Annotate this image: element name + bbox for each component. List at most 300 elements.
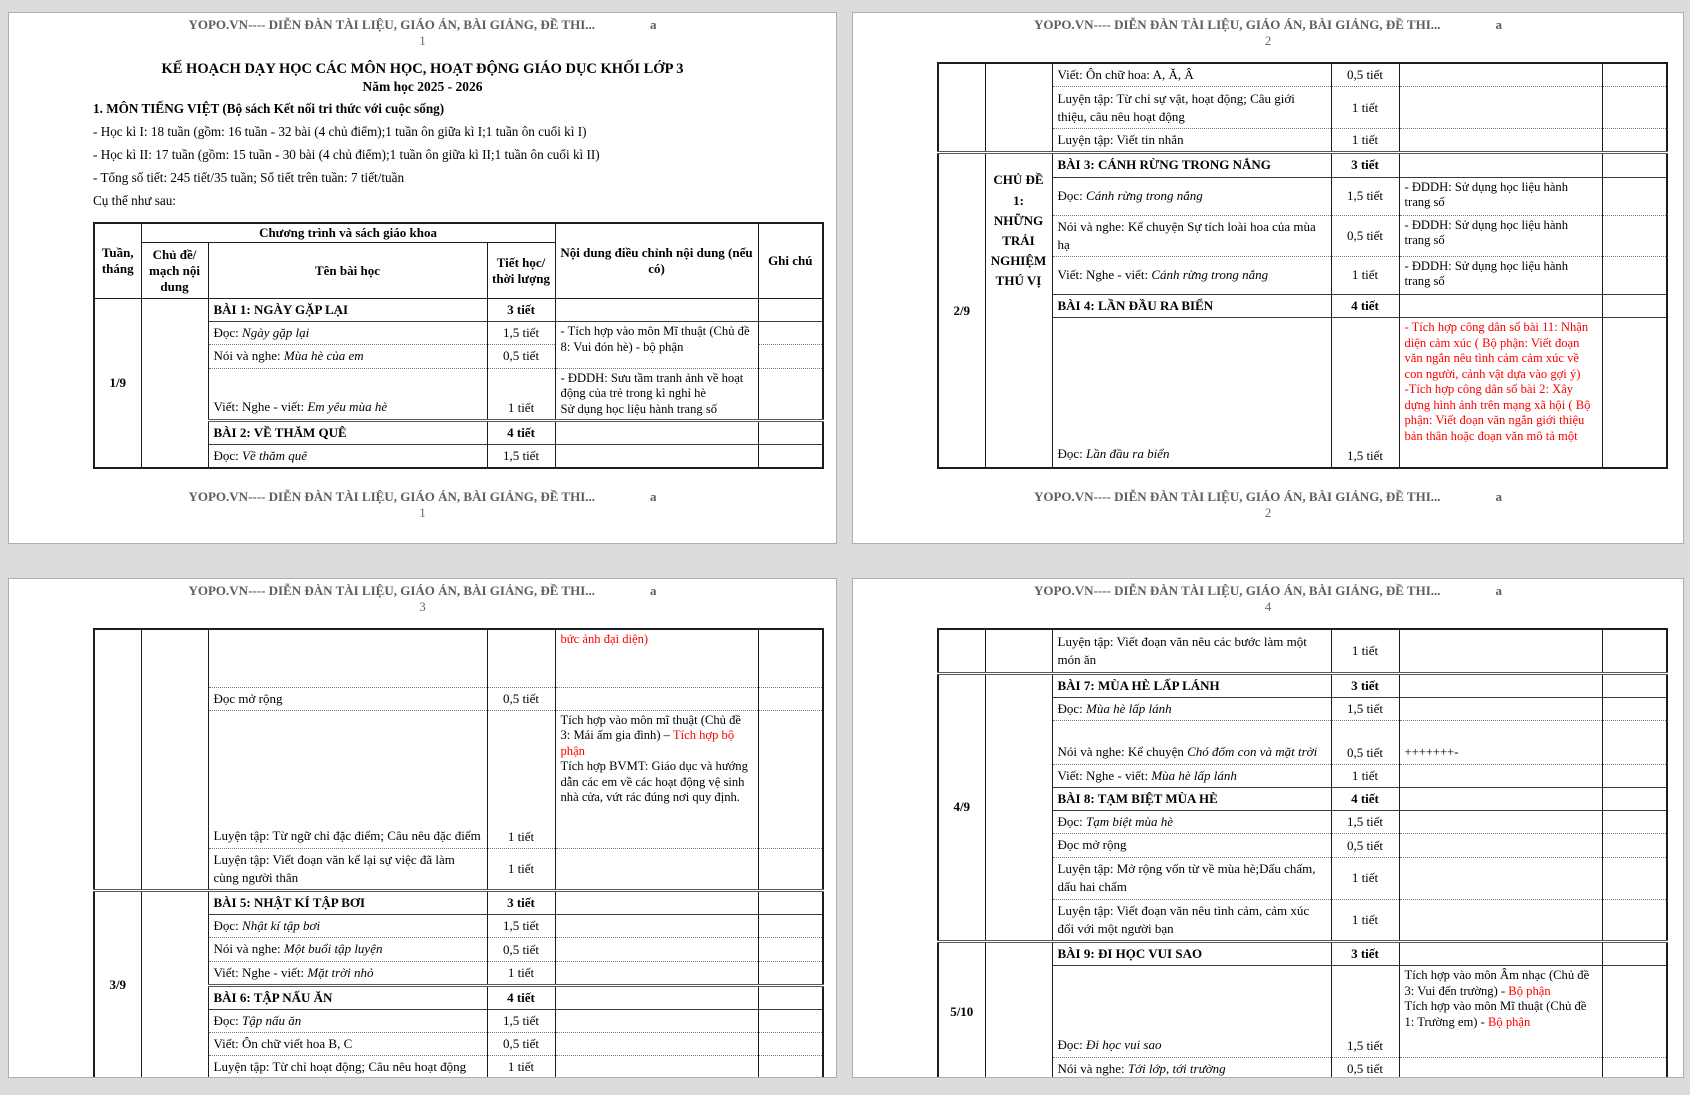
text-segment: Tích hợp vào môn Âm nhạc (Chủ đề 3: Vui đến trường) - xyxy=(1404,968,1590,998)
theme-cell xyxy=(141,629,208,891)
ghichu-cell xyxy=(1602,764,1667,787)
week-cell xyxy=(94,629,141,891)
document-subtitle: Năm học 2025 - 2026 xyxy=(362,79,483,94)
duration-cell: 0,5 tiết xyxy=(1331,63,1399,87)
table-row xyxy=(94,299,823,322)
lesson-cell xyxy=(1052,942,1331,966)
text-segment: Đọc: xyxy=(1057,446,1087,462)
note-paragraph xyxy=(561,632,753,648)
text-segment: Một buổi tập luyện xyxy=(283,941,383,957)
table-row xyxy=(938,942,1667,966)
text-segment: - ĐDDH: Sử dụng học liệu hành trang số xyxy=(1404,179,1569,210)
lesson-cell xyxy=(208,445,487,469)
note-paragraph xyxy=(1405,382,1597,444)
duration-cell: 1,5 tiết xyxy=(1331,811,1399,834)
note-cell xyxy=(1399,629,1602,673)
ghichu-cell xyxy=(1602,1058,1667,1078)
header-text: YOPO.VN---- DIỄN ĐÀN TÀI LIỆU, GIÁO ÁN, BÀI GIẢNG, ĐỀ THI... xyxy=(188,17,596,32)
lesson-cell xyxy=(208,1033,487,1056)
note-cell xyxy=(1399,256,1602,294)
duration-cell: 1 tiết xyxy=(487,961,555,985)
ghichu-cell xyxy=(758,710,823,848)
note-cell xyxy=(1399,318,1602,468)
note-cell xyxy=(1399,764,1602,787)
adjustment-red-text: - Tích hợp công dân số bài 11: Nhận diện cảm xúc ( Bộ phận: Viết đoạn văn ngắn nêu tình cảm cảm xúc về con người, cảnh vật dựa vào gợi ý) xyxy=(1404,320,1589,381)
duration-cell: 1 tiết xyxy=(1331,764,1399,787)
text-segment: Tạm biệt mùa hè xyxy=(1086,814,1174,830)
theme-cell xyxy=(985,629,1052,673)
page-number: 3 xyxy=(419,599,426,614)
lesson-cell xyxy=(208,299,487,322)
text-segment: - ĐDDH: Sử dụng học liệu hành trang số xyxy=(1404,217,1569,248)
ghichu-cell xyxy=(1602,720,1667,764)
text-segment: BÀI 2: VỀ THĂM QUÊ xyxy=(213,425,347,441)
lesson-cell xyxy=(1052,318,1331,468)
adjustment-red-text: -Tích hợp công dân số bài 2: Xây dựng hình ảnh trên mạng xã hội ( Bộ phận: Viết đoạn văn ngắn giới thiệu bản thân hoặc đoạn văn mô tả một xyxy=(1404,382,1591,443)
text-segment: - ĐDDH: Sưu tầm tranh ảnh về hoạt động của trẻ trong kì nghỉ hè xyxy=(560,370,744,401)
text-segment: Lần đầu ra biển xyxy=(1086,446,1170,462)
duration-cell: 0,5 tiết xyxy=(1331,720,1399,764)
note-cell xyxy=(1399,153,1602,177)
duration-cell: 1,5 tiết xyxy=(1331,318,1399,468)
text-segment: Sử dụng học liệu hành trang số xyxy=(560,401,718,416)
ghichu-cell xyxy=(758,299,823,322)
ghichu-cell xyxy=(1602,215,1667,256)
note-paragraph xyxy=(1405,968,1597,999)
ghichu-cell xyxy=(758,1010,823,1033)
text-segment: +++++++- xyxy=(1404,745,1459,760)
text-segment: Đọc: xyxy=(213,918,243,934)
text-segment: Đọc: xyxy=(213,325,243,341)
text-segment: Ngày gặp lại xyxy=(242,325,310,341)
ghichu-cell xyxy=(758,368,823,421)
lesson-cell xyxy=(1052,811,1331,834)
note-cell xyxy=(555,1010,758,1033)
ghichu-cell xyxy=(1602,834,1667,857)
text-segment: Mùa hè của em xyxy=(283,348,364,364)
note-paragraph xyxy=(561,324,753,355)
ghichu-cell xyxy=(1602,87,1667,129)
note-cell xyxy=(555,1033,758,1056)
lesson-cell xyxy=(1052,720,1331,764)
note-cell xyxy=(555,299,758,322)
col-week-header: Tuần, tháng xyxy=(94,223,141,299)
duration-cell: 1,5 tiết xyxy=(487,445,555,469)
intro-line: 1. MÔN TIẾNG VIỆT (Bộ sách Kết nối tri thức với cuộc sống) xyxy=(93,101,445,116)
footer-text-line xyxy=(9,489,836,505)
duration-cell: 1,5 tiết xyxy=(1331,697,1399,720)
text-segment: Luyện tập: Viết đoạn văn nêu tình cảm, cảm xúc đối với một người bạn xyxy=(1057,902,1310,936)
text-segment: BÀI 4: LẦN ĐẦU RA BIỂN xyxy=(1057,297,1214,313)
note-cell xyxy=(555,421,758,445)
note-paragraph xyxy=(1405,259,1597,290)
duration-cell: 0,5 tiết xyxy=(487,687,555,710)
text-segment: Nói và nghe: Kể chuyện xyxy=(1057,743,1188,759)
lesson-cell xyxy=(1052,1058,1331,1078)
ghichu-cell xyxy=(1602,153,1667,177)
week-cell: 1/9 xyxy=(94,299,141,469)
text-segment: Viết: Nghe - viết: xyxy=(213,964,308,980)
note-paragraph xyxy=(561,371,753,402)
page-number: 2 xyxy=(1264,33,1272,48)
note-cell xyxy=(1399,294,1602,317)
lesson-cell xyxy=(208,368,487,421)
text-segment: Nói và nghe: xyxy=(213,941,284,957)
text-segment: Cánh rừng trong nắng xyxy=(1151,267,1269,283)
text-segment: Luyện tập: Viết tin nhắn xyxy=(1057,132,1184,148)
note-cell xyxy=(555,915,758,938)
ghichu-cell xyxy=(758,985,823,1009)
text-segment: Luyện tập: Viết đoạn văn kể lại sự việc đã làm cùng người thân xyxy=(213,851,455,885)
text-segment: Luyện tập: Từ chỉ sự vật, hoạt động; Câu giới thiệu, câu nêu hoạt động xyxy=(1057,90,1295,124)
text-segment: Đọc: xyxy=(1057,1037,1087,1052)
theme-cell: CHỦ ĐỀ 1: NHỮNG TRẢI NGHIỆM THÚ VỊ xyxy=(985,153,1052,468)
duration-cell: 0,5 tiết xyxy=(1331,1058,1399,1078)
lesson-cell xyxy=(208,345,487,368)
ghichu-cell xyxy=(1602,294,1667,317)
duration-cell: 4 tiết xyxy=(487,985,555,1009)
text-segment: Luyện tập: Mở rộng vốn từ về mùa hè;Dấu chấm, dấu hai chấm xyxy=(1057,860,1316,895)
lesson-cell xyxy=(1052,697,1331,720)
note-paragraph xyxy=(1405,999,1597,1030)
ghichu-cell xyxy=(758,961,823,985)
duration-cell: 1 tiết xyxy=(487,1056,555,1078)
table-row xyxy=(938,63,1667,87)
text-segment: Tập nấu ăn xyxy=(242,1013,302,1028)
note-cell xyxy=(555,445,758,469)
lesson-cell xyxy=(208,421,487,445)
theme-cell xyxy=(141,299,208,469)
week-cell: 3/9 xyxy=(94,891,141,1078)
table-row xyxy=(938,629,1667,673)
text-segment: Mặt trời nhỏ xyxy=(307,964,374,980)
note-cell xyxy=(1399,129,1602,153)
note-cell xyxy=(555,687,758,710)
header-mark: a xyxy=(650,583,657,598)
ghichu-cell xyxy=(758,687,823,710)
duration-cell: 3 tiết xyxy=(487,891,555,915)
lesson-cell xyxy=(208,848,487,890)
lesson-cell xyxy=(1052,857,1331,899)
text-segment: Luyện tập: Từ ngữ chỉ đặc điểm; Câu nêu đặc điểm xyxy=(213,827,481,843)
lesson-cell xyxy=(1052,215,1331,256)
text-segment: Chó đốm con và mặt trời xyxy=(1187,743,1318,759)
footer-mark: a xyxy=(1495,489,1503,504)
lesson-cell xyxy=(1052,63,1331,87)
intro-line: - Tổng số tiết: 245 tiết/35 tuần; Số tiết trên tuần: 7 tiết/tuần xyxy=(93,170,405,185)
note-paragraph xyxy=(1405,218,1597,249)
duration-cell: 3 tiết xyxy=(487,299,555,322)
duration-cell: 0,5 tiết xyxy=(487,345,555,368)
duration-cell: 3 tiết xyxy=(1331,942,1399,966)
ghichu-cell xyxy=(1602,899,1667,941)
text-segment: - Tích hợp vào môn Mĩ thuật (Chủ đề 8: Vui đón hè) - bộ phận xyxy=(560,324,750,354)
ghichu-cell xyxy=(758,345,823,368)
note-cell xyxy=(1399,811,1602,834)
text-segment: Đọc: xyxy=(213,1013,243,1028)
duration-cell: 1 tiết xyxy=(487,368,555,421)
week-cell: 2/9 xyxy=(938,153,985,468)
table-row xyxy=(938,673,1667,697)
ghichu-cell xyxy=(1602,256,1667,294)
text-segment: Đọc: xyxy=(1057,187,1087,203)
text-segment: Cánh rừng trong nắng xyxy=(1086,187,1203,203)
duration-cell: 0,5 tiết xyxy=(1331,215,1399,256)
note-cell xyxy=(1399,857,1602,899)
ghichu-cell xyxy=(1602,788,1667,811)
duration-cell: 0,5 tiết xyxy=(487,1033,555,1056)
ghichu-cell xyxy=(1602,177,1667,215)
header-text: YOPO.VN---- DIỄN ĐÀN TÀI LIỆU, GIÁO ÁN, BÀI GIẢNG, ĐỀ THI... xyxy=(1033,583,1441,598)
lesson-cell xyxy=(208,322,487,345)
document-title: KẾ HOẠCH DẠY HỌC CÁC MÔN HỌC, HOẠT ĐỘNG GIÁO DỤC KHỐI LỚP 3 xyxy=(161,61,684,77)
lesson-plan-table xyxy=(937,62,1668,469)
header-text: YOPO.VN---- DIỄN ĐÀN TÀI LIỆU, GIÁO ÁN, BÀI GIẢNG, ĐỀ THI... xyxy=(188,583,596,598)
text-segment: Em yêu mùa hè xyxy=(307,398,388,414)
week-cell xyxy=(938,629,985,673)
page-number: 1 xyxy=(419,33,426,48)
lesson-cell xyxy=(208,687,487,710)
ghichu-cell xyxy=(758,891,823,915)
lesson-plan-table xyxy=(93,628,824,1078)
page-footer xyxy=(853,489,1683,521)
lesson-cell xyxy=(208,1056,487,1078)
note-cell xyxy=(555,1056,758,1078)
intro-line: - Học kì I: 18 tuần (gồm: 16 tuần - 32 bài (4 chủ điểm);1 tuần ôn giữa kì I;1 tuần ôn cuối kì I) xyxy=(93,124,587,139)
duration-cell: 1,5 tiết xyxy=(487,915,555,938)
ghichu-cell xyxy=(758,938,823,961)
note-paragraph xyxy=(561,713,753,760)
footer-text-line xyxy=(853,489,1683,505)
ghichu-cell xyxy=(1602,811,1667,834)
note-cell xyxy=(1399,215,1602,256)
adjustment-red-text: bức ảnh đại diện) xyxy=(560,632,649,646)
text-segment: Viết: Nghe - viết: xyxy=(1057,767,1152,783)
text-segment: Tới lớp, tới trường xyxy=(1127,1061,1226,1077)
header-text: YOPO.VN---- DIỄN ĐÀN TÀI LIỆU, GIÁO ÁN, BÀI GIẢNG, ĐỀ THI... xyxy=(1033,17,1441,32)
ghichu-cell xyxy=(758,322,823,345)
adjustment-red-text: Bộ phận xyxy=(1508,983,1551,998)
text-segment: Đọc mở rộng xyxy=(213,690,283,706)
lesson-cell xyxy=(208,1010,487,1033)
page-header xyxy=(9,13,836,33)
lesson-cell xyxy=(1052,256,1331,294)
ghichu-cell xyxy=(1602,857,1667,899)
theme-cell xyxy=(985,63,1052,153)
text-segment: - ĐDDH: Sử dụng học liệu hành trang số xyxy=(1404,258,1569,289)
note-cell xyxy=(1399,834,1602,857)
footer-mark: a xyxy=(650,489,657,504)
page-header xyxy=(853,579,1683,599)
page-header xyxy=(853,13,1683,33)
footer-text: YOPO.VN---- DIỄN ĐÀN TÀI LIỆU, GIÁO ÁN, BÀI GIẢNG, ĐỀ THI... xyxy=(1033,489,1441,504)
lesson-cell xyxy=(1052,834,1331,857)
note-cell xyxy=(555,961,758,985)
ghichu-cell xyxy=(758,848,823,890)
text-segment: BÀI 9: ĐI HỌC VUI SAO xyxy=(1057,946,1203,961)
note-cell xyxy=(1399,966,1602,1058)
ghichu-cell xyxy=(1602,129,1667,153)
lesson-cell xyxy=(1052,966,1331,1058)
text-segment: Viết: Ôn chữ hoa: A, Ă, Â xyxy=(1057,67,1194,82)
lesson-cell xyxy=(1052,673,1331,697)
ghichu-cell xyxy=(758,629,823,687)
duration-cell: 1 tiết xyxy=(1331,129,1399,153)
duration-cell xyxy=(487,629,555,687)
duration-cell: 1 tiết xyxy=(487,848,555,890)
note-paragraph xyxy=(1405,320,1597,382)
header-mark: a xyxy=(650,17,657,32)
text-segment: Viết: Nghe - viết: xyxy=(1057,267,1152,283)
duration-cell: 0,5 tiết xyxy=(1331,834,1399,857)
note-cell xyxy=(1399,899,1602,941)
note-cell xyxy=(1399,942,1602,966)
duration-cell: 1 tiết xyxy=(1331,256,1399,294)
duration-cell: 0,5 tiết xyxy=(487,938,555,961)
note-cell xyxy=(555,629,758,687)
lesson-cell xyxy=(1052,629,1331,673)
text-segment: BÀI 7: MÙA HÈ LẤP LÁNH xyxy=(1057,677,1220,693)
note-cell xyxy=(555,985,758,1009)
note-cell xyxy=(555,368,758,421)
ghichu-cell xyxy=(1602,942,1667,966)
col-ghichu-header: Ghi chú xyxy=(758,223,823,299)
col-group-header: Chương trình và sách giáo khoa xyxy=(141,223,555,243)
intro-line: Cụ thể như sau: xyxy=(93,193,176,208)
duration-cell: 3 tiết xyxy=(1331,673,1399,697)
week-cell: 4/9 xyxy=(938,673,985,942)
table-row xyxy=(94,629,823,687)
text-segment: BÀI 8: TẠM BIỆT MÙA HÈ xyxy=(1057,791,1218,807)
text-segment: Tích hợp BVMT: Giáo dục và hướng dẫn các em về các hoạt động vệ sinh nhà cửa, vứt rác đúng nơi quy định. xyxy=(560,759,748,805)
text-segment: Viết: Nghe - viết: xyxy=(213,398,308,414)
text-segment: BÀI 3: CÁNH RỪNG TRONG NẮNG xyxy=(1057,157,1271,173)
note-cell xyxy=(1399,720,1602,764)
text-segment: Luyện tập: Viết đoạn văn nêu các bước làm một món ăn xyxy=(1057,633,1307,667)
lesson-cell xyxy=(1052,87,1331,129)
lesson-cell xyxy=(1052,294,1331,317)
table-row xyxy=(938,153,1667,177)
text-segment: Nhật kí tập bơi xyxy=(242,918,321,934)
lesson-cell xyxy=(1052,177,1331,215)
text-segment: BÀI 5: NHẬT KÍ TẬP BƠI xyxy=(213,895,366,911)
theme-cell xyxy=(985,942,1052,1079)
ghichu-cell xyxy=(1602,318,1667,468)
week-cell xyxy=(938,63,985,153)
col-duration-header: Tiết học/ thời lượng xyxy=(487,243,555,299)
lesson-cell xyxy=(1052,764,1331,787)
text-segment: Luyện tập: Từ chỉ hoạt động; Câu nêu hoạt động xyxy=(213,1059,467,1075)
header-mark: a xyxy=(1495,17,1503,32)
lesson-cell xyxy=(208,629,487,687)
col-note-header: Nội dung điều chỉnh nội dung (nếu có) xyxy=(555,223,758,299)
text-segment: Mùa hè lấp lánh xyxy=(1086,700,1172,716)
note-paragraph xyxy=(561,759,753,806)
duration-cell: 4 tiết xyxy=(1331,788,1399,811)
note-cell xyxy=(1399,177,1602,215)
note-paragraph xyxy=(561,402,753,418)
intro-line: - Học kì II: 17 tuần (gồm: 15 tuần - 30 bài (4 chủ điểm);1 tuần ôn giữa kì II;1 tuần ôn cuối kì II) xyxy=(93,147,600,162)
lesson-cell xyxy=(208,710,487,848)
page-3[interactable] xyxy=(8,578,837,1078)
duration-cell: 1,5 tiết xyxy=(487,322,555,345)
ghichu-cell xyxy=(758,1056,823,1078)
text-segment: Tích hợp vào môn Mĩ thuật (Chủ đề 1: Trường em) - xyxy=(1404,999,1587,1029)
note-cell xyxy=(555,848,758,890)
ghichu-cell xyxy=(758,1033,823,1056)
text-segment: Tích hợp vào môn mĩ thuật (Chủ đề 3: Mái ấm gia đình) – xyxy=(560,712,741,743)
adjustment-red-text: Bộ phận xyxy=(1487,1014,1531,1029)
ghichu-cell xyxy=(1602,697,1667,720)
note-paragraph xyxy=(1405,745,1597,761)
text-segment: Mùa hè lấp lánh xyxy=(1151,767,1237,783)
duration-cell: 1 tiết xyxy=(1331,899,1399,941)
text-segment: Về thăm quê xyxy=(242,448,308,464)
intro-block xyxy=(93,101,816,209)
note-cell xyxy=(1399,673,1602,697)
ghichu-cell xyxy=(758,445,823,469)
ghichu-cell xyxy=(1602,629,1667,673)
duration-cell: 4 tiết xyxy=(1331,294,1399,317)
week-cell: 5/10 xyxy=(938,942,985,1079)
text-segment: Đọc: xyxy=(213,448,243,464)
footer-page-number: 1 xyxy=(419,505,426,520)
lesson-cell xyxy=(208,891,487,915)
duration-cell: 4 tiết xyxy=(487,421,555,445)
ghichu-cell xyxy=(758,915,823,938)
text-segment: BÀI 6: TẬP NẤU ĂN xyxy=(213,989,333,1005)
note-cell xyxy=(1399,697,1602,720)
text-segment: BÀI 1: NGÀY GẶP LẠI xyxy=(213,302,349,317)
duration-cell: 1 tiết xyxy=(1331,857,1399,899)
note-cell xyxy=(1399,1058,1602,1078)
lesson-cell xyxy=(208,938,487,961)
table-row xyxy=(94,891,823,915)
page-1[interactable] xyxy=(8,12,837,544)
ghichu-cell xyxy=(1602,673,1667,697)
lesson-cell xyxy=(208,961,487,985)
adjustment-red-text: Tích hợp bộ phận xyxy=(560,728,735,758)
duration-cell: 1,5 tiết xyxy=(1331,966,1399,1058)
page-4[interactable] xyxy=(852,578,1684,1078)
duration-cell: 1 tiết xyxy=(487,710,555,848)
note-cell xyxy=(555,891,758,915)
lesson-cell xyxy=(1052,788,1331,811)
lesson-plan-table xyxy=(937,628,1668,1078)
theme-cell xyxy=(985,673,1052,942)
page-2[interactable] xyxy=(852,12,1684,544)
duration-cell: 3 tiết xyxy=(1331,153,1399,177)
text-segment: Đi học vui sao xyxy=(1086,1037,1162,1052)
text-segment: Đọc: xyxy=(1057,814,1087,830)
theme-cell xyxy=(141,891,208,1078)
text-segment: Đọc mở rộng xyxy=(1057,837,1127,853)
duration-cell: 1,5 tiết xyxy=(487,1010,555,1033)
duration-cell: 1,5 tiết xyxy=(1331,177,1399,215)
col-lesson-header: Tên bài học xyxy=(208,243,487,299)
text-segment: Nói và nghe: Kể chuyện Sự tích loài hoa của mùa hạ xyxy=(1057,218,1316,252)
header-mark: a xyxy=(1495,583,1503,598)
footer-text: YOPO.VN---- DIỄN ĐÀN TÀI LIỆU, GIÁO ÁN, BÀI GIẢNG, ĐỀ THI... xyxy=(188,489,596,504)
lesson-cell xyxy=(1052,899,1331,941)
text-segment: Nói và nghe: xyxy=(213,348,284,364)
ghichu-cell xyxy=(1602,966,1667,1058)
text-segment: Nói và nghe: xyxy=(1057,1061,1128,1077)
ghichu-cell xyxy=(1602,63,1667,87)
text-segment: Viết: Ôn chữ viết hoa B, C xyxy=(213,1036,353,1052)
footer-page-number: 2 xyxy=(1264,505,1272,520)
note-cell xyxy=(555,710,758,848)
